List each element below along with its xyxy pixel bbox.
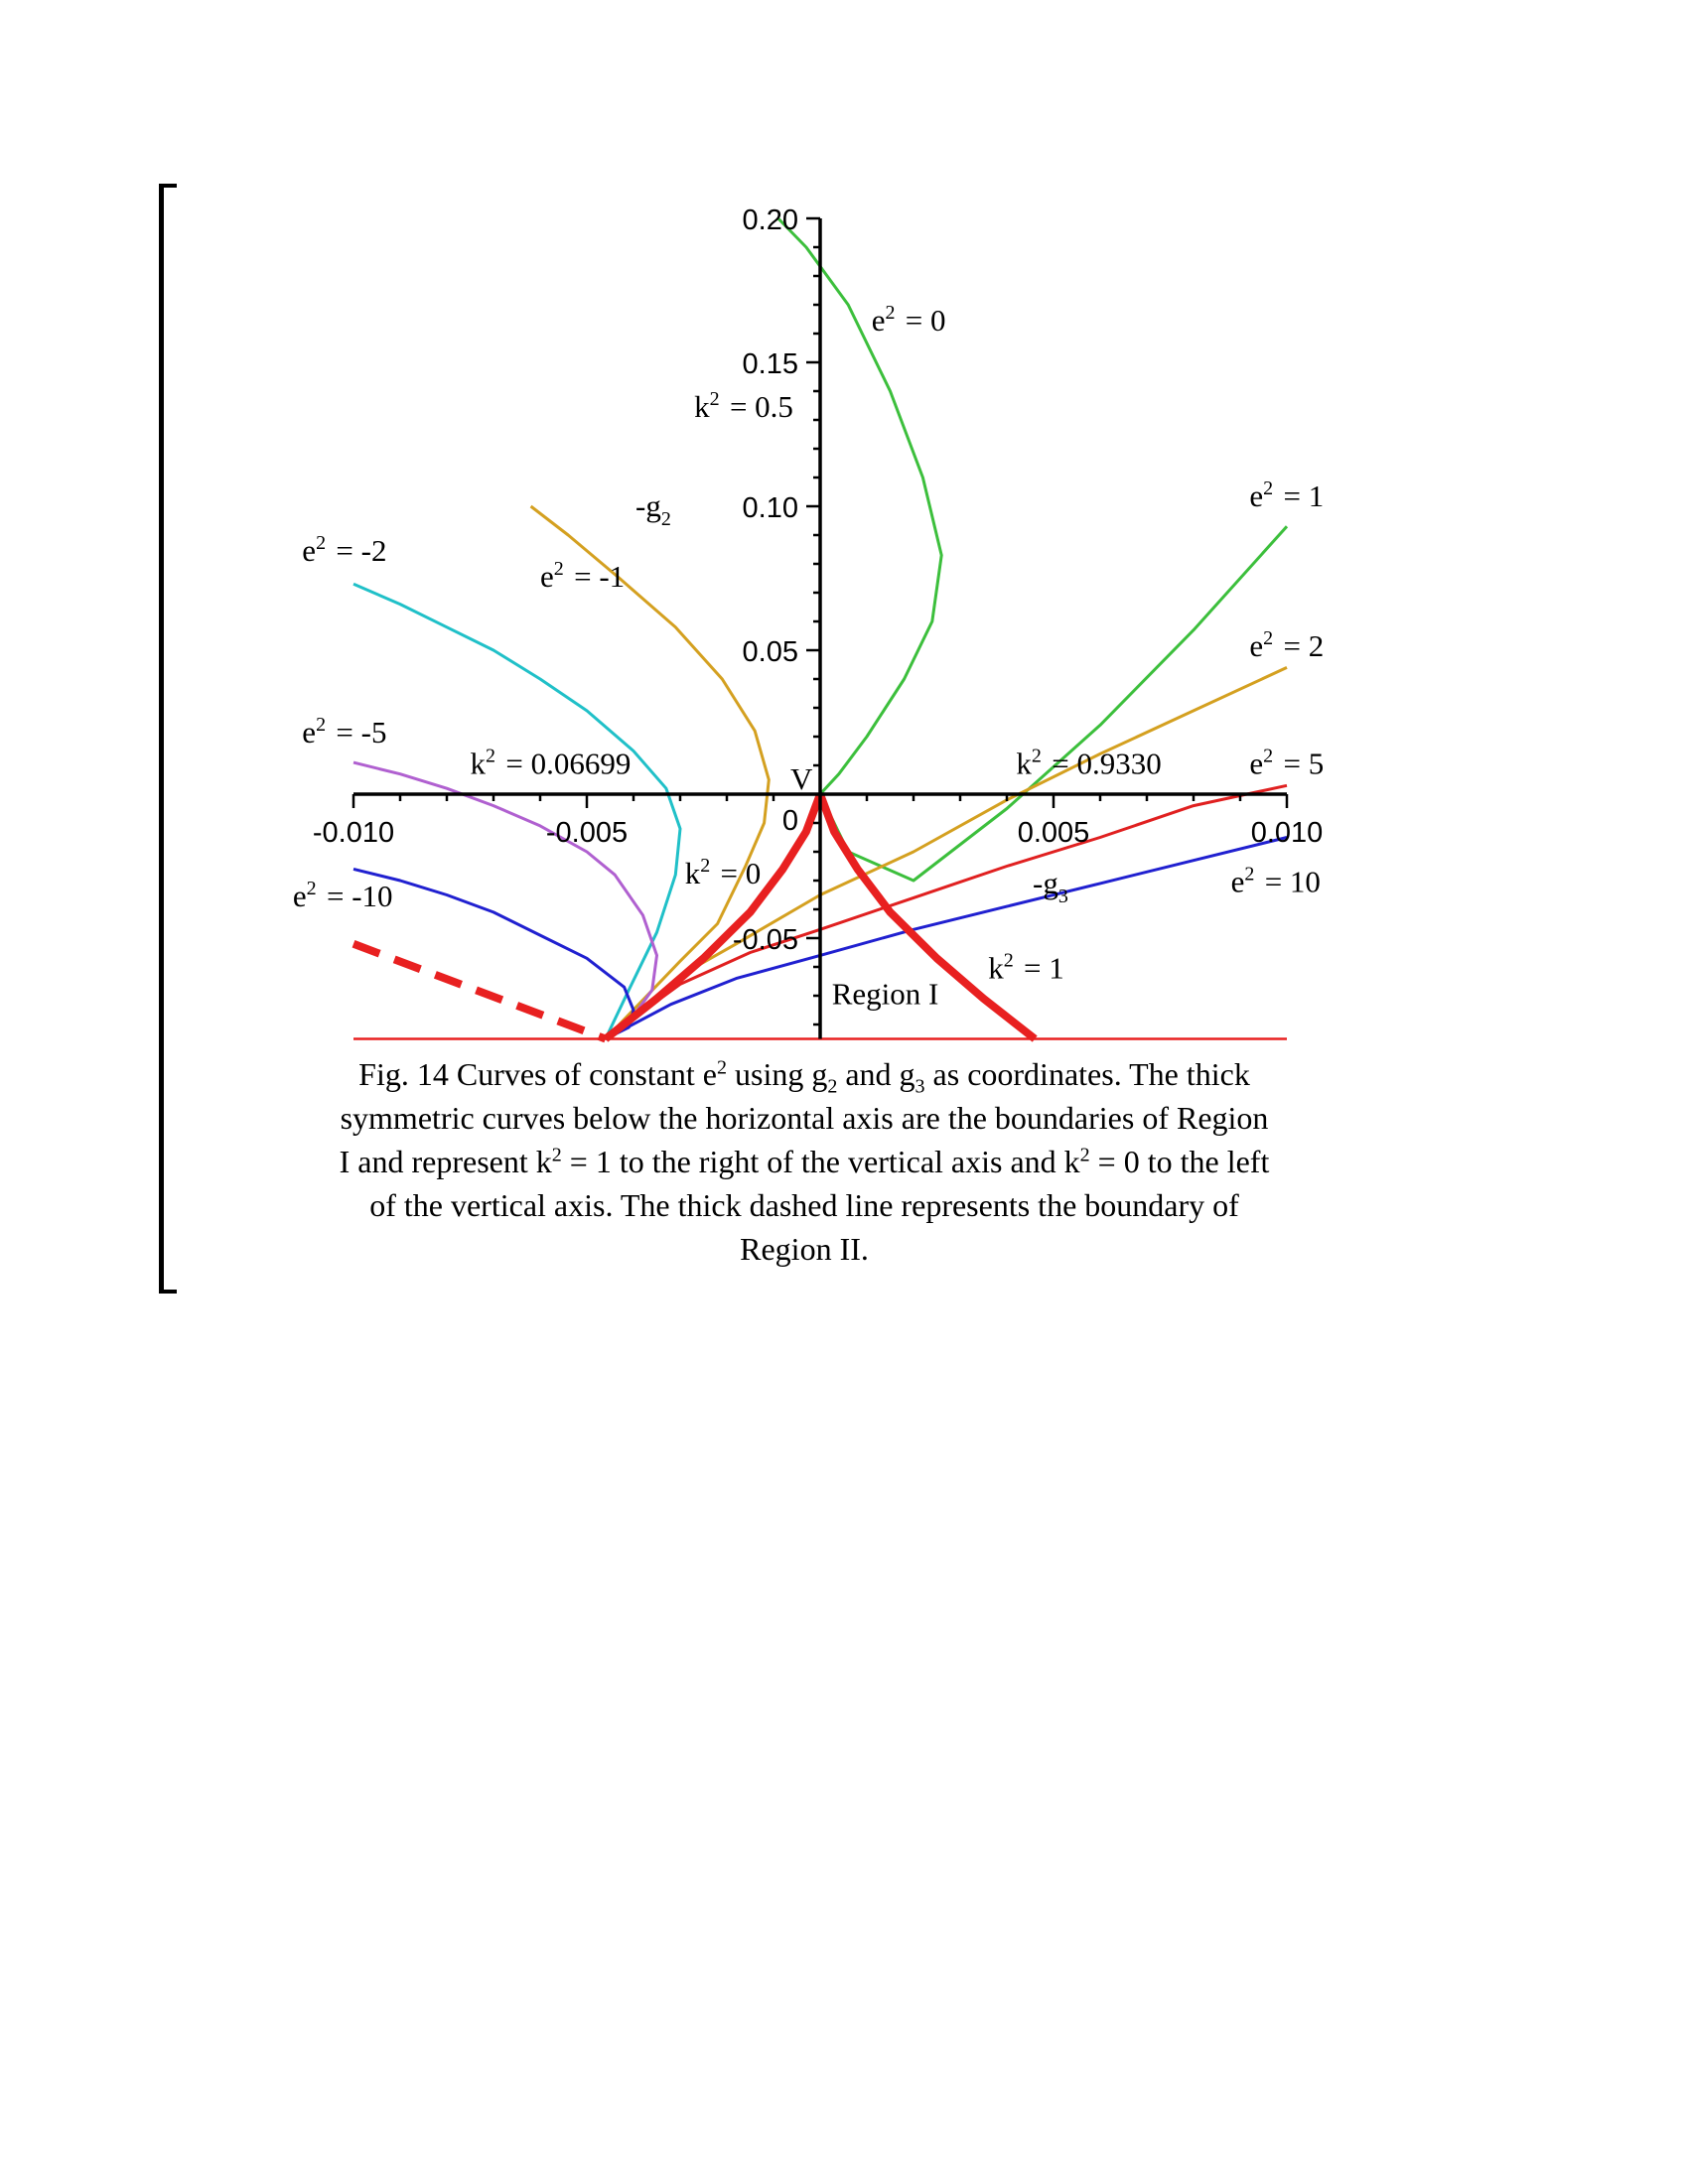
annotation-k2-0p06699: $k^2$ = 0.06699 <box>470 745 632 781</box>
figure-caption <box>283 1052 1326 1271</box>
series-line-e2-2 <box>353 584 680 1038</box>
annotation-k2-1: $k^2$ = 1 <box>988 949 1064 986</box>
annotation-e2-5: $e^2$ = -5 <box>302 713 387 750</box>
caption-line: of the vertical axis. The thick dashed line represents the boundary of <box>369 1187 1239 1223</box>
x-tick-label: 0.005 <box>1017 817 1090 849</box>
y-tick-label: 0.05 <box>742 636 798 668</box>
vertex-label: V <box>790 761 813 796</box>
x-axis-label: $-g_3$ <box>1033 866 1068 907</box>
y-tick-label: 0.20 <box>742 205 798 236</box>
y-axis-label: $-g_2$ <box>635 488 671 530</box>
y-tick-label: -0.05 <box>732 924 798 956</box>
y-tick-label: 0 <box>781 805 798 837</box>
annotation-e2-5: $e^2$ = 5 <box>1249 745 1325 781</box>
annotation-e2-1: $e^2$ = 1 <box>1249 478 1325 513</box>
caption-line: symmetric curves below the horizontal axis are the boundaries of Region <box>340 1100 1269 1136</box>
chart <box>0 0 1688 1052</box>
annotation-k2-0p5: $k^2$ = 0.5 <box>694 388 793 425</box>
labels-layer <box>293 205 1324 1012</box>
annotation-e2-2: $e^2$ = -2 <box>302 532 387 569</box>
annotation-region-i: Region I <box>831 976 939 1012</box>
annotation-e2-2: $e^2$ = 2 <box>1249 626 1325 663</box>
y-tick-label: 0.15 <box>742 348 798 380</box>
x-tick-label: -0.005 <box>545 817 629 849</box>
series-line-e2-5 <box>353 762 657 1038</box>
annotation-e2-10: $e^2$ = 10 <box>1230 863 1321 899</box>
series-line-e2-10 <box>353 869 633 1038</box>
annotation-k2-0: $k^2$ = 0 <box>684 854 762 890</box>
caption-line: I and represent $k^2 = 1$ to the right of the vertical axis and $k^2 = 0$ to the left <box>339 1144 1270 1179</box>
annotation-k2-0p9330: $k^2$ = 0.9330 <box>1016 745 1162 781</box>
y-tick-label: 0.10 <box>742 492 798 524</box>
axes-layer <box>353 218 1287 1039</box>
caption-line: Fig. 14 Curves of constant $e^2$ using $g_2$ and $g_3$ as coordinates. The thick <box>358 1056 1250 1098</box>
series-line-e2-2 <box>606 667 1287 1038</box>
annotation-e2-10: $e^2$ = -10 <box>292 878 393 914</box>
annotation-e2-0: $e^2$ = 0 <box>871 302 946 339</box>
x-tick-label: 0.010 <box>1250 817 1324 849</box>
annotation-e2-1: $e^2$ = -1 <box>540 558 626 595</box>
caption-line: Region II. <box>740 1231 869 1267</box>
series-line-region-ii-boundary <box>353 944 606 1039</box>
series-line-e2-5 <box>606 785 1287 1038</box>
x-tick-label: -0.010 <box>312 817 395 849</box>
